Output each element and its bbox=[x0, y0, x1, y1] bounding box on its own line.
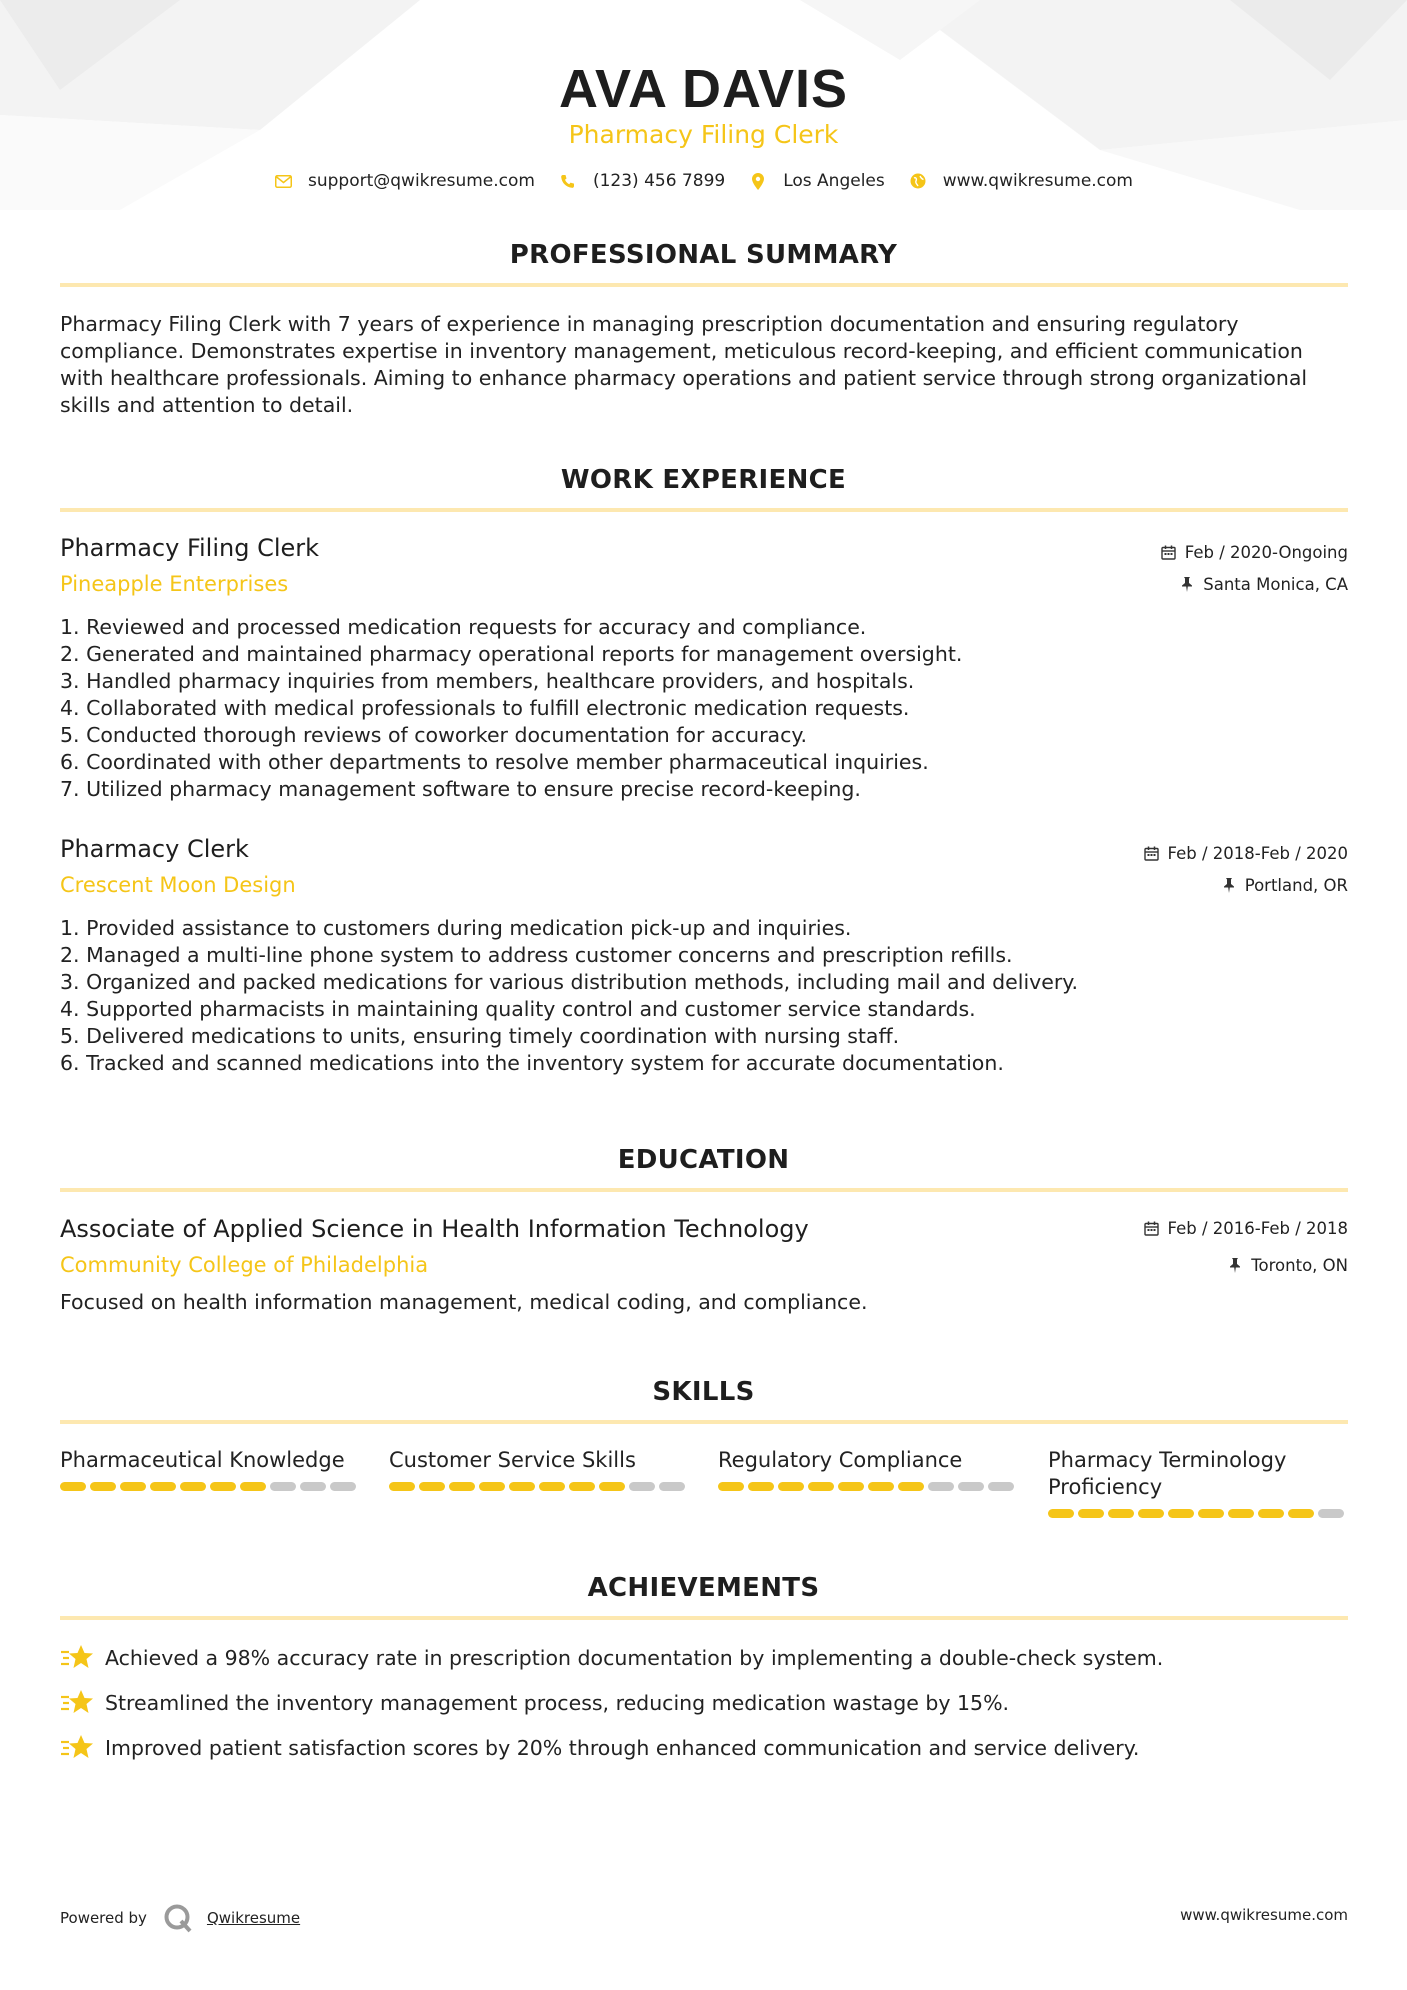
phone-text: (123) 456 7899 bbox=[592, 171, 726, 191]
skill-segment-filled bbox=[539, 1482, 565, 1491]
calendar-icon bbox=[1144, 1221, 1160, 1237]
summary-divider bbox=[60, 283, 1348, 287]
experience-heading: WORK EXPERIENCE bbox=[560, 465, 847, 495]
skill-segment-filled bbox=[1288, 1509, 1314, 1518]
skill-segment-filled bbox=[1138, 1509, 1164, 1518]
skill-name: Regulatory Compliance bbox=[718, 1448, 963, 1472]
list-item: 6. Coordinated with other departments to resolve member pharmaceutical inquiries. bbox=[60, 750, 929, 774]
skill-segment-filled bbox=[1108, 1509, 1134, 1518]
email-text: support@qwikresume.com bbox=[308, 171, 535, 191]
list-item: 4. Supported pharmacists in maintaining quality control and customer service standards. bbox=[60, 997, 976, 1021]
experience-divider bbox=[60, 508, 1348, 512]
skill-segment-empty bbox=[988, 1482, 1014, 1491]
skill-level-bar bbox=[60, 1482, 360, 1491]
envelope-icon bbox=[274, 172, 292, 190]
skills-divider bbox=[60, 1420, 1348, 1424]
skill-level-bar bbox=[718, 1482, 1018, 1491]
qwikresume-link[interactable]: Qwikresume bbox=[206, 1909, 301, 1927]
education-dates-text: Feb / 2016-Feb / 2018 bbox=[1167, 1219, 1348, 1238]
footer-website[interactable]: www.qwikresume.com bbox=[1180, 1906, 1348, 1924]
job-dates bbox=[1144, 844, 1348, 863]
pushpin-icon bbox=[1179, 577, 1195, 593]
skill-name: Pharmaceutical Knowledge bbox=[60, 1448, 345, 1472]
skill-segment-filled bbox=[1258, 1509, 1284, 1518]
education-heading: EDUCATION bbox=[617, 1145, 790, 1175]
list-item: 4. Collaborated with medical professionals to fulfill electronic medication requests. bbox=[60, 696, 910, 720]
list-item: 6. Tracked and scanned medications into the inventory system for accurate documentation. bbox=[60, 1051, 1004, 1075]
skill-segment-empty bbox=[629, 1482, 655, 1491]
summary-line: Pharmacy Filing Clerk with 7 years of experience in managing prescription documentation and ensuring regulatory bbox=[60, 312, 1239, 336]
achievement-text: Achieved a 98% accuracy rate in prescription documentation by implementing a double-check system. bbox=[105, 1646, 1164, 1670]
candidate-role: Pharmacy Filing Clerk bbox=[568, 120, 839, 149]
list-item: 5. Conducted thorough reviews of coworker documentation for accuracy. bbox=[60, 723, 808, 747]
skill-segment-filled bbox=[1078, 1509, 1104, 1518]
skill-item bbox=[389, 1447, 689, 1491]
skill-segment-filled bbox=[479, 1482, 505, 1491]
skill-item bbox=[718, 1447, 1018, 1491]
skill-segment-empty bbox=[958, 1482, 984, 1491]
skill-segment-filled bbox=[808, 1482, 834, 1491]
website-text: www.qwikresume.com bbox=[942, 171, 1133, 191]
skill-item bbox=[1048, 1447, 1348, 1518]
skill-segment-filled bbox=[389, 1482, 415, 1491]
location-text: Los Angeles bbox=[783, 171, 885, 191]
summary-heading: PROFESSIONAL SUMMARY bbox=[509, 240, 898, 270]
education-divider bbox=[60, 1188, 1348, 1192]
skill-segment-filled bbox=[240, 1482, 266, 1491]
star-icon bbox=[60, 1643, 94, 1673]
skill-segment-filled bbox=[210, 1482, 236, 1491]
skill-segment-filled bbox=[90, 1482, 116, 1491]
skill-name: Customer Service Skills bbox=[389, 1448, 636, 1472]
skill-segment-empty bbox=[659, 1482, 685, 1491]
skill-segment-empty bbox=[330, 1482, 356, 1491]
globe-icon bbox=[909, 172, 927, 190]
summary-line: compliance. Demonstrates expertise in inventory management, meticulous record-keeping, and efficient communication bbox=[60, 339, 1303, 363]
job-location bbox=[1221, 876, 1348, 895]
skill-segment-filled bbox=[838, 1482, 864, 1491]
skill-name: Pharmacy Terminology Proficiency bbox=[1048, 1448, 1287, 1499]
skill-item bbox=[60, 1447, 360, 1491]
skill-segment-filled bbox=[60, 1482, 86, 1491]
summary-line: with healthcare professionals. Aiming to enhance pharmacy operations and patient service through strong organizational bbox=[60, 366, 1308, 390]
pushpin-icon bbox=[1227, 1258, 1243, 1274]
job-title: Pharmacy Clerk bbox=[60, 835, 249, 863]
list-item: 1. Reviewed and processed medication requests for accuracy and compliance. bbox=[60, 615, 867, 639]
education-description: Focused on health information management, medical coding, and compliance. bbox=[60, 1290, 868, 1314]
education-location bbox=[1227, 1256, 1348, 1275]
achievements-divider bbox=[60, 1616, 1348, 1620]
skill-segment-empty bbox=[928, 1482, 954, 1491]
achievement-item bbox=[60, 1688, 1009, 1718]
contact-website[interactable] bbox=[909, 171, 1133, 191]
contact-bar bbox=[0, 171, 1407, 191]
skill-segment-filled bbox=[1168, 1509, 1194, 1518]
achievement-text: Streamlined the inventory management process, reducing medication wastage by 15%. bbox=[105, 1691, 1010, 1715]
job-location-text: Santa Monica, CA bbox=[1203, 575, 1348, 594]
list-item: 3. Handled pharmacy inquiries from members, healthcare providers, and hospitals. bbox=[60, 669, 915, 693]
candidate-name: AVA DAVIS bbox=[558, 59, 849, 119]
summary-line: skills and attention to detail. bbox=[60, 393, 354, 417]
job-responsibilities bbox=[60, 614, 1260, 803]
skill-segment-filled bbox=[778, 1482, 804, 1491]
job-location-text: Portland, OR bbox=[1244, 876, 1348, 895]
star-icon bbox=[60, 1733, 94, 1763]
footer-powered-by bbox=[60, 1903, 300, 1933]
calendar-icon bbox=[1161, 545, 1177, 561]
qwikresume-logo-icon bbox=[163, 1903, 193, 1933]
education-location-text: Toronto, ON bbox=[1251, 1256, 1348, 1275]
list-item: 5. Delivered medications to units, ensuring timely coordination with nursing staff. bbox=[60, 1024, 900, 1048]
skill-segment-empty bbox=[300, 1482, 326, 1491]
skill-segment-filled bbox=[509, 1482, 535, 1491]
list-item: 7. Utilized pharmacy management software to ensure precise record-keeping. bbox=[60, 777, 861, 801]
skill-segment-filled bbox=[569, 1482, 595, 1491]
education-dates bbox=[1144, 1219, 1348, 1238]
skill-segment-filled bbox=[868, 1482, 894, 1491]
skill-segment-filled bbox=[718, 1482, 744, 1491]
achievement-item bbox=[60, 1733, 1139, 1763]
job-dates-text: Feb / 2020-Ongoing bbox=[1184, 543, 1348, 562]
skill-segment-filled bbox=[1048, 1509, 1074, 1518]
skill-level-bar bbox=[1048, 1509, 1348, 1518]
contact-phone[interactable] bbox=[559, 171, 725, 191]
skill-segment-filled bbox=[748, 1482, 774, 1491]
skill-level-bar bbox=[389, 1482, 689, 1491]
school-name: Community College of Philadelphia bbox=[60, 1253, 429, 1277]
skill-segment-filled bbox=[419, 1482, 445, 1491]
achievements-heading: ACHIEVEMENTS bbox=[587, 1573, 820, 1603]
skill-segment-filled bbox=[449, 1482, 475, 1491]
skill-segment-filled bbox=[1198, 1509, 1224, 1518]
skill-segment-filled bbox=[599, 1482, 625, 1491]
achievement-text: Improved patient satisfaction scores by 20% through enhanced communication and service delivery. bbox=[105, 1736, 1140, 1760]
list-item: 2. Managed a multi-line phone system to address customer concerns and prescription refills. bbox=[60, 943, 1013, 967]
skill-segment-filled bbox=[898, 1482, 924, 1491]
degree-title: Associate of Applied Science in Health Information Technology bbox=[60, 1215, 809, 1243]
map-pin-icon bbox=[749, 172, 767, 190]
company-name: Pineapple Enterprises bbox=[60, 572, 289, 596]
company-name: Crescent Moon Design bbox=[60, 873, 296, 897]
contact-location bbox=[749, 171, 885, 191]
list-item: 3. Organized and packed medications for various distribution methods, including mail and delivery. bbox=[60, 970, 1079, 994]
skill-segment-filled bbox=[1228, 1509, 1254, 1518]
job-dates bbox=[1161, 543, 1348, 562]
star-icon bbox=[60, 1688, 94, 1718]
phone-icon bbox=[559, 172, 577, 190]
summary-text bbox=[60, 311, 1350, 419]
skill-segment-filled bbox=[120, 1482, 146, 1491]
skills-heading: SKILLS bbox=[652, 1377, 755, 1407]
calendar-icon bbox=[1144, 846, 1160, 862]
powered-by-label: Powered by bbox=[60, 1909, 147, 1927]
skill-segment-filled bbox=[180, 1482, 206, 1491]
job-responsibilities bbox=[60, 915, 1260, 1077]
job-title: Pharmacy Filing Clerk bbox=[60, 534, 320, 562]
list-item: 1. Provided assistance to customers during medication pick-up and inquiries. bbox=[60, 916, 852, 940]
pushpin-icon bbox=[1221, 878, 1237, 894]
skill-segment-empty bbox=[270, 1482, 296, 1491]
skill-segment-filled bbox=[150, 1482, 176, 1491]
job-dates-text: Feb / 2018-Feb / 2020 bbox=[1167, 844, 1348, 863]
contact-email[interactable] bbox=[274, 171, 535, 191]
achievement-item bbox=[60, 1643, 1163, 1673]
list-item: 2. Generated and maintained pharmacy operational reports for management oversight. bbox=[60, 642, 963, 666]
skill-segment-empty bbox=[1318, 1509, 1344, 1518]
job-location bbox=[1179, 575, 1348, 594]
